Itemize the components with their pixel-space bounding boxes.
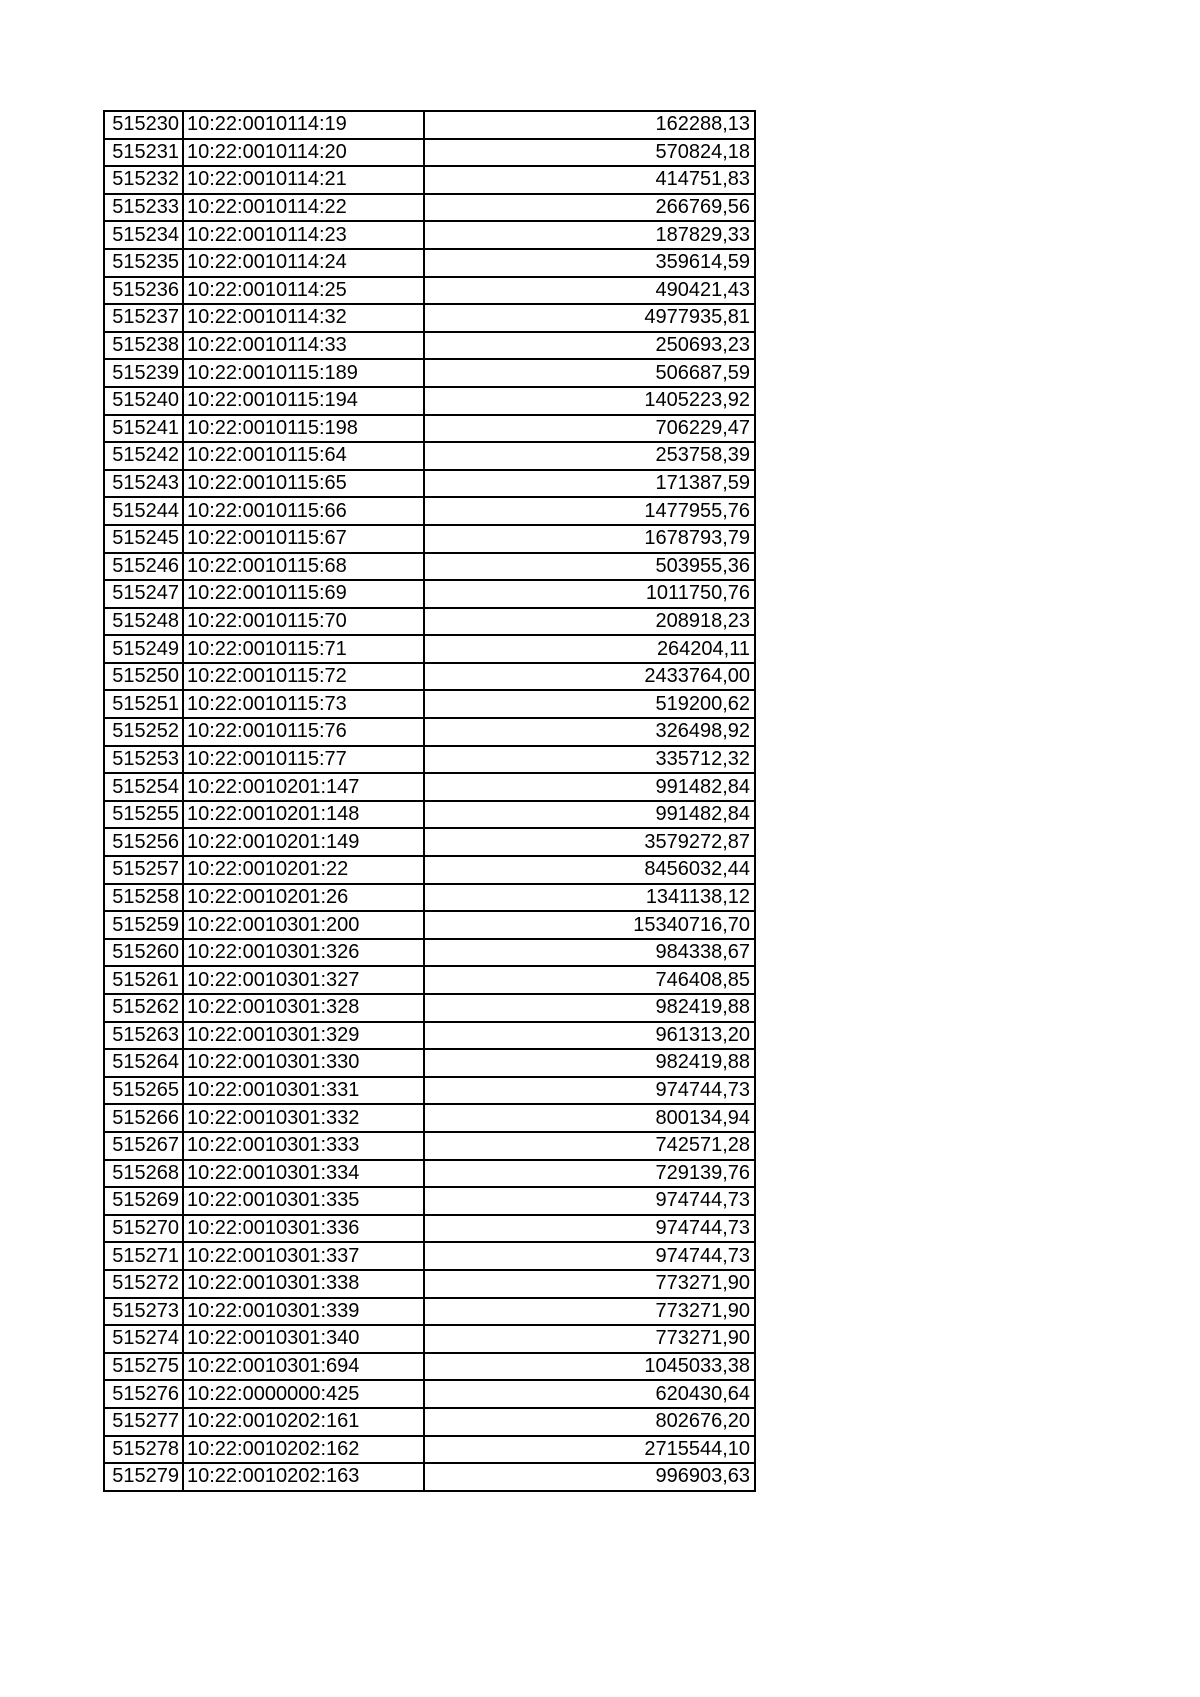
row-id-cell: 515254 (104, 773, 183, 801)
value-cell: 208918,23 (424, 608, 755, 636)
row-id-cell: 515239 (104, 359, 183, 387)
cadastral-number-cell: 10:22:0010115:64 (183, 442, 424, 470)
table-row (104, 442, 755, 470)
cadastral-number-cell: 10:22:0010114:22 (183, 194, 424, 222)
cadastral-number-cell: 10:22:0010114:25 (183, 277, 424, 305)
table-row (104, 525, 755, 553)
row-id-cell: 515266 (104, 1104, 183, 1132)
value-cell: 1341138,12 (424, 884, 755, 912)
row-id-cell: 515250 (104, 663, 183, 691)
table-row (104, 911, 755, 939)
row-id-cell: 515257 (104, 856, 183, 884)
row-id-cell: 515237 (104, 304, 183, 332)
table-row (104, 801, 755, 829)
row-id-cell: 515260 (104, 939, 183, 967)
value-cell: 773271,90 (424, 1270, 755, 1298)
row-id-cell: 515272 (104, 1270, 183, 1298)
cadastral-number-cell: 10:22:0010301:329 (183, 1022, 424, 1050)
row-id-cell: 515233 (104, 194, 183, 222)
table-body (104, 111, 755, 1491)
cadastral-number-cell: 10:22:0010115:66 (183, 497, 424, 525)
table-row (104, 277, 755, 305)
table-row (104, 387, 755, 415)
cadastral-number-cell: 10:22:0010115:198 (183, 415, 424, 443)
value-cell: 8456032,44 (424, 856, 755, 884)
row-id-cell: 515263 (104, 1022, 183, 1050)
table-row (104, 580, 755, 608)
table-row (104, 359, 755, 387)
value-cell: 996903,63 (424, 1463, 755, 1491)
row-id-cell: 515232 (104, 166, 183, 194)
table-row (104, 553, 755, 581)
value-cell: 253758,39 (424, 442, 755, 470)
cadastral-number-cell: 10:22:0010301:336 (183, 1215, 424, 1243)
value-cell: 187829,33 (424, 221, 755, 249)
cadastral-number-cell: 10:22:0010115:73 (183, 690, 424, 718)
row-id-cell: 515253 (104, 746, 183, 774)
cadastral-number-cell: 10:22:0010301:694 (183, 1353, 424, 1381)
value-cell: 742571,28 (424, 1132, 755, 1160)
cadastral-number-cell: 10:22:0010201:26 (183, 884, 424, 912)
row-id-cell: 515255 (104, 801, 183, 829)
table-row (104, 249, 755, 277)
cadastral-number-cell: 10:22:0010114:23 (183, 221, 424, 249)
cadastral-number-cell: 10:22:0010301:338 (183, 1270, 424, 1298)
table-row (104, 966, 755, 994)
value-cell: 2715544,10 (424, 1436, 755, 1464)
row-id-cell: 515245 (104, 525, 183, 553)
table-row (104, 690, 755, 718)
row-id-cell: 515230 (104, 111, 183, 139)
cadastral-number-cell: 10:22:0010115:76 (183, 718, 424, 746)
cadastral-number-cell: 10:22:0010301:332 (183, 1104, 424, 1132)
cadastral-number-cell: 10:22:0010301:331 (183, 1077, 424, 1105)
table-row (104, 332, 755, 360)
row-id-cell: 515236 (104, 277, 183, 305)
cadastral-number-cell: 10:22:0010301:326 (183, 939, 424, 967)
row-id-cell: 515271 (104, 1242, 183, 1270)
row-id-cell: 515248 (104, 608, 183, 636)
cadastral-number-cell: 10:22:0010301:330 (183, 1049, 424, 1077)
row-id-cell: 515273 (104, 1298, 183, 1326)
row-id-cell: 515240 (104, 387, 183, 415)
row-id-cell: 515243 (104, 470, 183, 498)
table-row (104, 1298, 755, 1326)
value-cell: 984338,67 (424, 939, 755, 967)
row-id-cell: 515251 (104, 690, 183, 718)
row-id-cell: 515231 (104, 139, 183, 167)
value-cell: 250693,23 (424, 332, 755, 360)
table-row (104, 1436, 755, 1464)
table-row (104, 856, 755, 884)
table-row (104, 1408, 755, 1436)
value-cell: 414751,83 (424, 166, 755, 194)
data-table (103, 110, 756, 1492)
table-row (104, 828, 755, 856)
table-row (104, 1215, 755, 1243)
table-row (104, 608, 755, 636)
cadastral-number-cell: 10:22:0010301:327 (183, 966, 424, 994)
value-cell: 162288,13 (424, 111, 755, 139)
table-row (104, 139, 755, 167)
cadastral-number-cell: 10:22:0010115:72 (183, 663, 424, 691)
table-row (104, 111, 755, 139)
row-id-cell: 515265 (104, 1077, 183, 1105)
cadastral-number-cell: 10:22:0010114:33 (183, 332, 424, 360)
cadastral-number-cell: 10:22:0010115:70 (183, 608, 424, 636)
cadastral-number-cell: 10:22:0010202:161 (183, 1408, 424, 1436)
row-id-cell: 515277 (104, 1408, 183, 1436)
row-id-cell: 515238 (104, 332, 183, 360)
cadastral-number-cell: 10:22:0010115:69 (183, 580, 424, 608)
value-cell: 2433764,00 (424, 663, 755, 691)
value-cell: 1045033,38 (424, 1353, 755, 1381)
row-id-cell: 515269 (104, 1187, 183, 1215)
value-cell: 974744,73 (424, 1077, 755, 1105)
row-id-cell: 515252 (104, 718, 183, 746)
row-id-cell: 515279 (104, 1463, 183, 1491)
cadastral-number-cell: 10:22:0010115:77 (183, 746, 424, 774)
cadastral-number-cell: 10:22:0010301:334 (183, 1160, 424, 1188)
value-cell: 326498,92 (424, 718, 755, 746)
table-row (104, 194, 755, 222)
row-id-cell: 515247 (104, 580, 183, 608)
cadastral-number-cell: 10:22:0010201:149 (183, 828, 424, 856)
cadastral-number-cell: 10:22:0010201:148 (183, 801, 424, 829)
table-row (104, 1380, 755, 1408)
value-cell: 802676,20 (424, 1408, 755, 1436)
cadastral-number-cell: 10:22:0010115:189 (183, 359, 424, 387)
cadastral-number-cell: 10:22:0010301:339 (183, 1298, 424, 1326)
cadastral-number-cell: 10:22:0010115:67 (183, 525, 424, 553)
cadastral-number-cell: 10:22:0010202:163 (183, 1463, 424, 1491)
value-cell: 773271,90 (424, 1325, 755, 1353)
value-cell: 729139,76 (424, 1160, 755, 1188)
table-row (104, 1270, 755, 1298)
table-row (104, 773, 755, 801)
row-id-cell: 515264 (104, 1049, 183, 1077)
table-row (104, 1463, 755, 1491)
table-row (104, 221, 755, 249)
cadastral-number-cell: 10:22:0010114:24 (183, 249, 424, 277)
value-cell: 982419,88 (424, 994, 755, 1022)
row-id-cell: 515242 (104, 442, 183, 470)
table-row (104, 746, 755, 774)
cadastral-number-cell: 10:22:0010301:335 (183, 1187, 424, 1215)
row-id-cell: 515244 (104, 497, 183, 525)
table-row (104, 939, 755, 967)
value-cell: 15340716,70 (424, 911, 755, 939)
cadastral-number-cell: 10:22:0010201:22 (183, 856, 424, 884)
value-cell: 620430,64 (424, 1380, 755, 1408)
cadastral-number-cell: 10:22:0010202:162 (183, 1436, 424, 1464)
value-cell: 1678793,79 (424, 525, 755, 553)
table-row (104, 1132, 755, 1160)
table-row (104, 1160, 755, 1188)
row-id-cell: 515258 (104, 884, 183, 912)
cadastral-number-cell: 10:22:0010115:194 (183, 387, 424, 415)
table-row (104, 304, 755, 332)
cadastral-number-cell: 10:22:0010301:340 (183, 1325, 424, 1353)
table-row (104, 884, 755, 912)
value-cell: 800134,94 (424, 1104, 755, 1132)
row-id-cell: 515259 (104, 911, 183, 939)
value-cell: 706229,47 (424, 415, 755, 443)
value-cell: 359614,59 (424, 249, 755, 277)
table-row (104, 994, 755, 1022)
cadastral-number-cell: 10:22:0010301:200 (183, 911, 424, 939)
value-cell: 570824,18 (424, 139, 755, 167)
row-id-cell: 515234 (104, 221, 183, 249)
cadastral-number-cell: 10:22:0010115:71 (183, 635, 424, 663)
row-id-cell: 515278 (104, 1436, 183, 1464)
row-id-cell: 515246 (104, 553, 183, 581)
table-row (104, 415, 755, 443)
value-cell: 982419,88 (424, 1049, 755, 1077)
table-row (104, 470, 755, 498)
value-cell: 3579272,87 (424, 828, 755, 856)
value-cell: 1405223,92 (424, 387, 755, 415)
value-cell: 519200,62 (424, 690, 755, 718)
value-cell: 974744,73 (424, 1242, 755, 1270)
table-row (104, 1049, 755, 1077)
value-cell: 1477955,76 (424, 497, 755, 525)
value-cell: 171387,59 (424, 470, 755, 498)
value-cell: 974744,73 (424, 1215, 755, 1243)
value-cell: 266769,56 (424, 194, 755, 222)
cadastral-number-cell: 10:22:0010114:21 (183, 166, 424, 194)
table-row (104, 718, 755, 746)
cadastral-number-cell: 10:22:0010301:337 (183, 1242, 424, 1270)
value-cell: 746408,85 (424, 966, 755, 994)
row-id-cell: 515241 (104, 415, 183, 443)
table-row (104, 166, 755, 194)
value-cell: 490421,43 (424, 277, 755, 305)
table-row (104, 1104, 755, 1132)
table-row (104, 1077, 755, 1105)
table-row (104, 635, 755, 663)
row-id-cell: 515267 (104, 1132, 183, 1160)
value-cell: 506687,59 (424, 359, 755, 387)
value-cell: 335712,32 (424, 746, 755, 774)
value-cell: 264204,11 (424, 635, 755, 663)
row-id-cell: 515256 (104, 828, 183, 856)
table-row (104, 497, 755, 525)
row-id-cell: 515270 (104, 1215, 183, 1243)
value-cell: 503955,36 (424, 553, 755, 581)
value-cell: 991482,84 (424, 773, 755, 801)
cadastral-number-cell: 10:22:0010114:19 (183, 111, 424, 139)
value-cell: 961313,20 (424, 1022, 755, 1050)
table-row (104, 663, 755, 691)
cadastral-number-cell: 10:22:0010114:20 (183, 139, 424, 167)
cadastral-number-cell: 10:22:0010115:65 (183, 470, 424, 498)
value-cell: 773271,90 (424, 1298, 755, 1326)
cadastral-number-cell: 10:22:0010301:333 (183, 1132, 424, 1160)
table-row (104, 1242, 755, 1270)
row-id-cell: 515275 (104, 1353, 183, 1381)
row-id-cell: 515276 (104, 1380, 183, 1408)
value-cell: 1011750,76 (424, 580, 755, 608)
value-cell: 991482,84 (424, 801, 755, 829)
value-cell: 974744,73 (424, 1187, 755, 1215)
table-row (104, 1022, 755, 1050)
cadastral-number-cell: 10:22:0010301:328 (183, 994, 424, 1022)
row-id-cell: 515249 (104, 635, 183, 663)
cadastral-number-cell: 10:22:0010114:32 (183, 304, 424, 332)
value-cell: 4977935,81 (424, 304, 755, 332)
table-row (104, 1187, 755, 1215)
cadastral-number-cell: 10:22:0000000:425 (183, 1380, 424, 1408)
cadastral-number-cell: 10:22:0010115:68 (183, 553, 424, 581)
row-id-cell: 515262 (104, 994, 183, 1022)
row-id-cell: 515261 (104, 966, 183, 994)
row-id-cell: 515274 (104, 1325, 183, 1353)
table-row (104, 1325, 755, 1353)
table-row (104, 1353, 755, 1381)
row-id-cell: 515235 (104, 249, 183, 277)
row-id-cell: 515268 (104, 1160, 183, 1188)
cadastral-number-cell: 10:22:0010201:147 (183, 773, 424, 801)
